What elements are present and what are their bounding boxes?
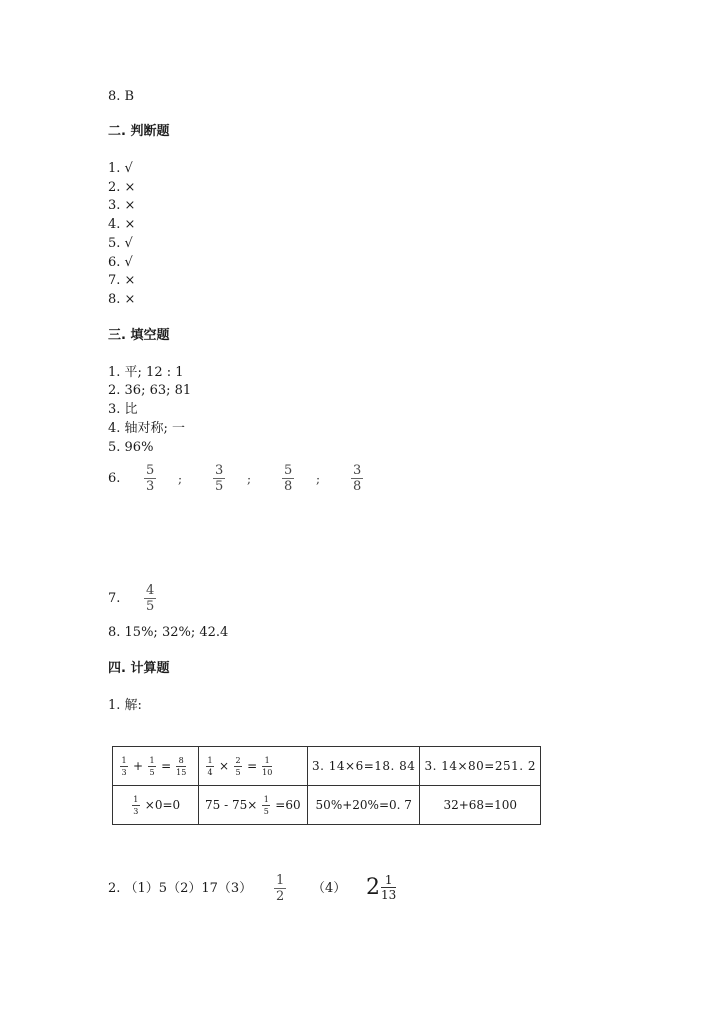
calc-q2-text: 2. （1）5（2）17（3） <box>108 881 253 896</box>
q6-frac4-den: 8 <box>353 479 362 494</box>
fill-item-4: 4. 轴对称; 一 <box>108 421 186 436</box>
q6-frac1-den: 3 <box>146 479 155 494</box>
table-row <box>113 747 541 786</box>
judge-item-5: 5. √ <box>108 236 133 251</box>
q6-frac1-num: 5 <box>146 463 155 478</box>
q6-frac2-den: 5 <box>215 479 224 494</box>
judge-item-8: 8. × <box>108 292 136 307</box>
calc-q1-label: 1. 解: <box>108 698 142 713</box>
table-cell: 75 - 75× $\frac{1}{5}$ =60 <box>199 786 308 825</box>
table-cell: $\frac{1}{4}$ × $\frac{2}{5}$ = $\frac{1}{10}$ <box>199 747 308 786</box>
q6-fraction-4 <box>351 464 363 493</box>
table-row <box>113 786 541 825</box>
q6-frac4-num: 3 <box>353 463 362 478</box>
judge-item-7: 7. × <box>108 273 136 288</box>
judge-item-3: 3. × <box>108 198 136 213</box>
fill-item-3: 3. 比 <box>108 402 138 417</box>
mixed-num: 1 <box>384 873 393 887</box>
mixed-den: 13 <box>381 888 397 902</box>
q2-mixed-number <box>366 874 396 901</box>
fraction: $\frac{1}{3}$ <box>121 755 127 777</box>
section-2-title: 二. 判断题 <box>108 124 170 139</box>
fill-item-5: 5. 96% <box>108 440 154 455</box>
judge-item-2: 2. × <box>108 180 136 195</box>
q6-fraction-2 <box>213 464 225 493</box>
fill-item-7-label: 7. <box>108 591 121 606</box>
q6-frac3-den: 8 <box>284 479 293 494</box>
table-cell: $\frac{1}{3}$ + $\frac{1}{5}$ = $\frac{8}{15}$ <box>113 747 199 786</box>
table-cell: 3. 14×6=18. 84 <box>308 747 420 786</box>
section-4-title: 四. 计算题 <box>108 661 170 676</box>
calc-table <box>112 746 541 825</box>
q2-frac-den: 2 <box>276 889 285 904</box>
calc-q2-part4: （4） <box>312 881 347 896</box>
fraction: $\frac{2}{5}$ <box>235 755 241 777</box>
judge-item-4: 4. × <box>108 217 136 232</box>
fill-item-1: 1. 平; 12 : 1 <box>108 365 184 380</box>
table-cell: $\frac{1}{3}$ ×0=0 <box>113 786 199 825</box>
q7-fraction <box>144 584 156 613</box>
fraction: $\frac{8}{15}$ <box>176 755 187 777</box>
q7-den: 5 <box>146 599 155 614</box>
table-cell: 3. 14×80=251. 2 <box>420 747 541 786</box>
q6-frac2-num: 3 <box>215 463 224 478</box>
fraction: $\frac{1}{3}$ <box>133 794 139 816</box>
fill-item-6-label: 6. <box>108 471 121 486</box>
section-3-title: 三. 填空题 <box>108 328 170 343</box>
table-cell: 32+68=100 <box>420 786 541 825</box>
fraction: $\frac{1}{5}$ <box>263 794 269 816</box>
q6-frac3-num: 5 <box>284 463 293 478</box>
q6-fraction-1 <box>144 464 156 493</box>
separator: ; <box>247 472 252 486</box>
separator: ; <box>316 472 321 486</box>
fraction: $\frac{1}{4}$ <box>207 755 213 777</box>
fill-item-2: 2. 36; 63; 81 <box>108 383 192 398</box>
fill-item-8: 8. 15%; 32%; 42.4 <box>108 625 229 640</box>
judge-item-6: 6. √ <box>108 255 133 270</box>
fraction: $\frac{1}{5}$ <box>149 755 155 777</box>
answer-8: 8. B <box>108 89 135 104</box>
q6-fraction-3 <box>282 464 294 493</box>
mixed-whole: 2 <box>366 874 380 900</box>
q2-fraction <box>274 874 286 903</box>
table-cell: 50%+20%=0. 7 <box>308 786 420 825</box>
judge-item-1: 1. √ <box>108 161 133 176</box>
fraction: $\frac{1}{10}$ <box>262 755 273 777</box>
q2-frac-num: 1 <box>276 873 285 888</box>
mixed-fraction <box>381 874 396 901</box>
q7-num: 4 <box>146 583 155 598</box>
separator: ; <box>178 472 183 486</box>
